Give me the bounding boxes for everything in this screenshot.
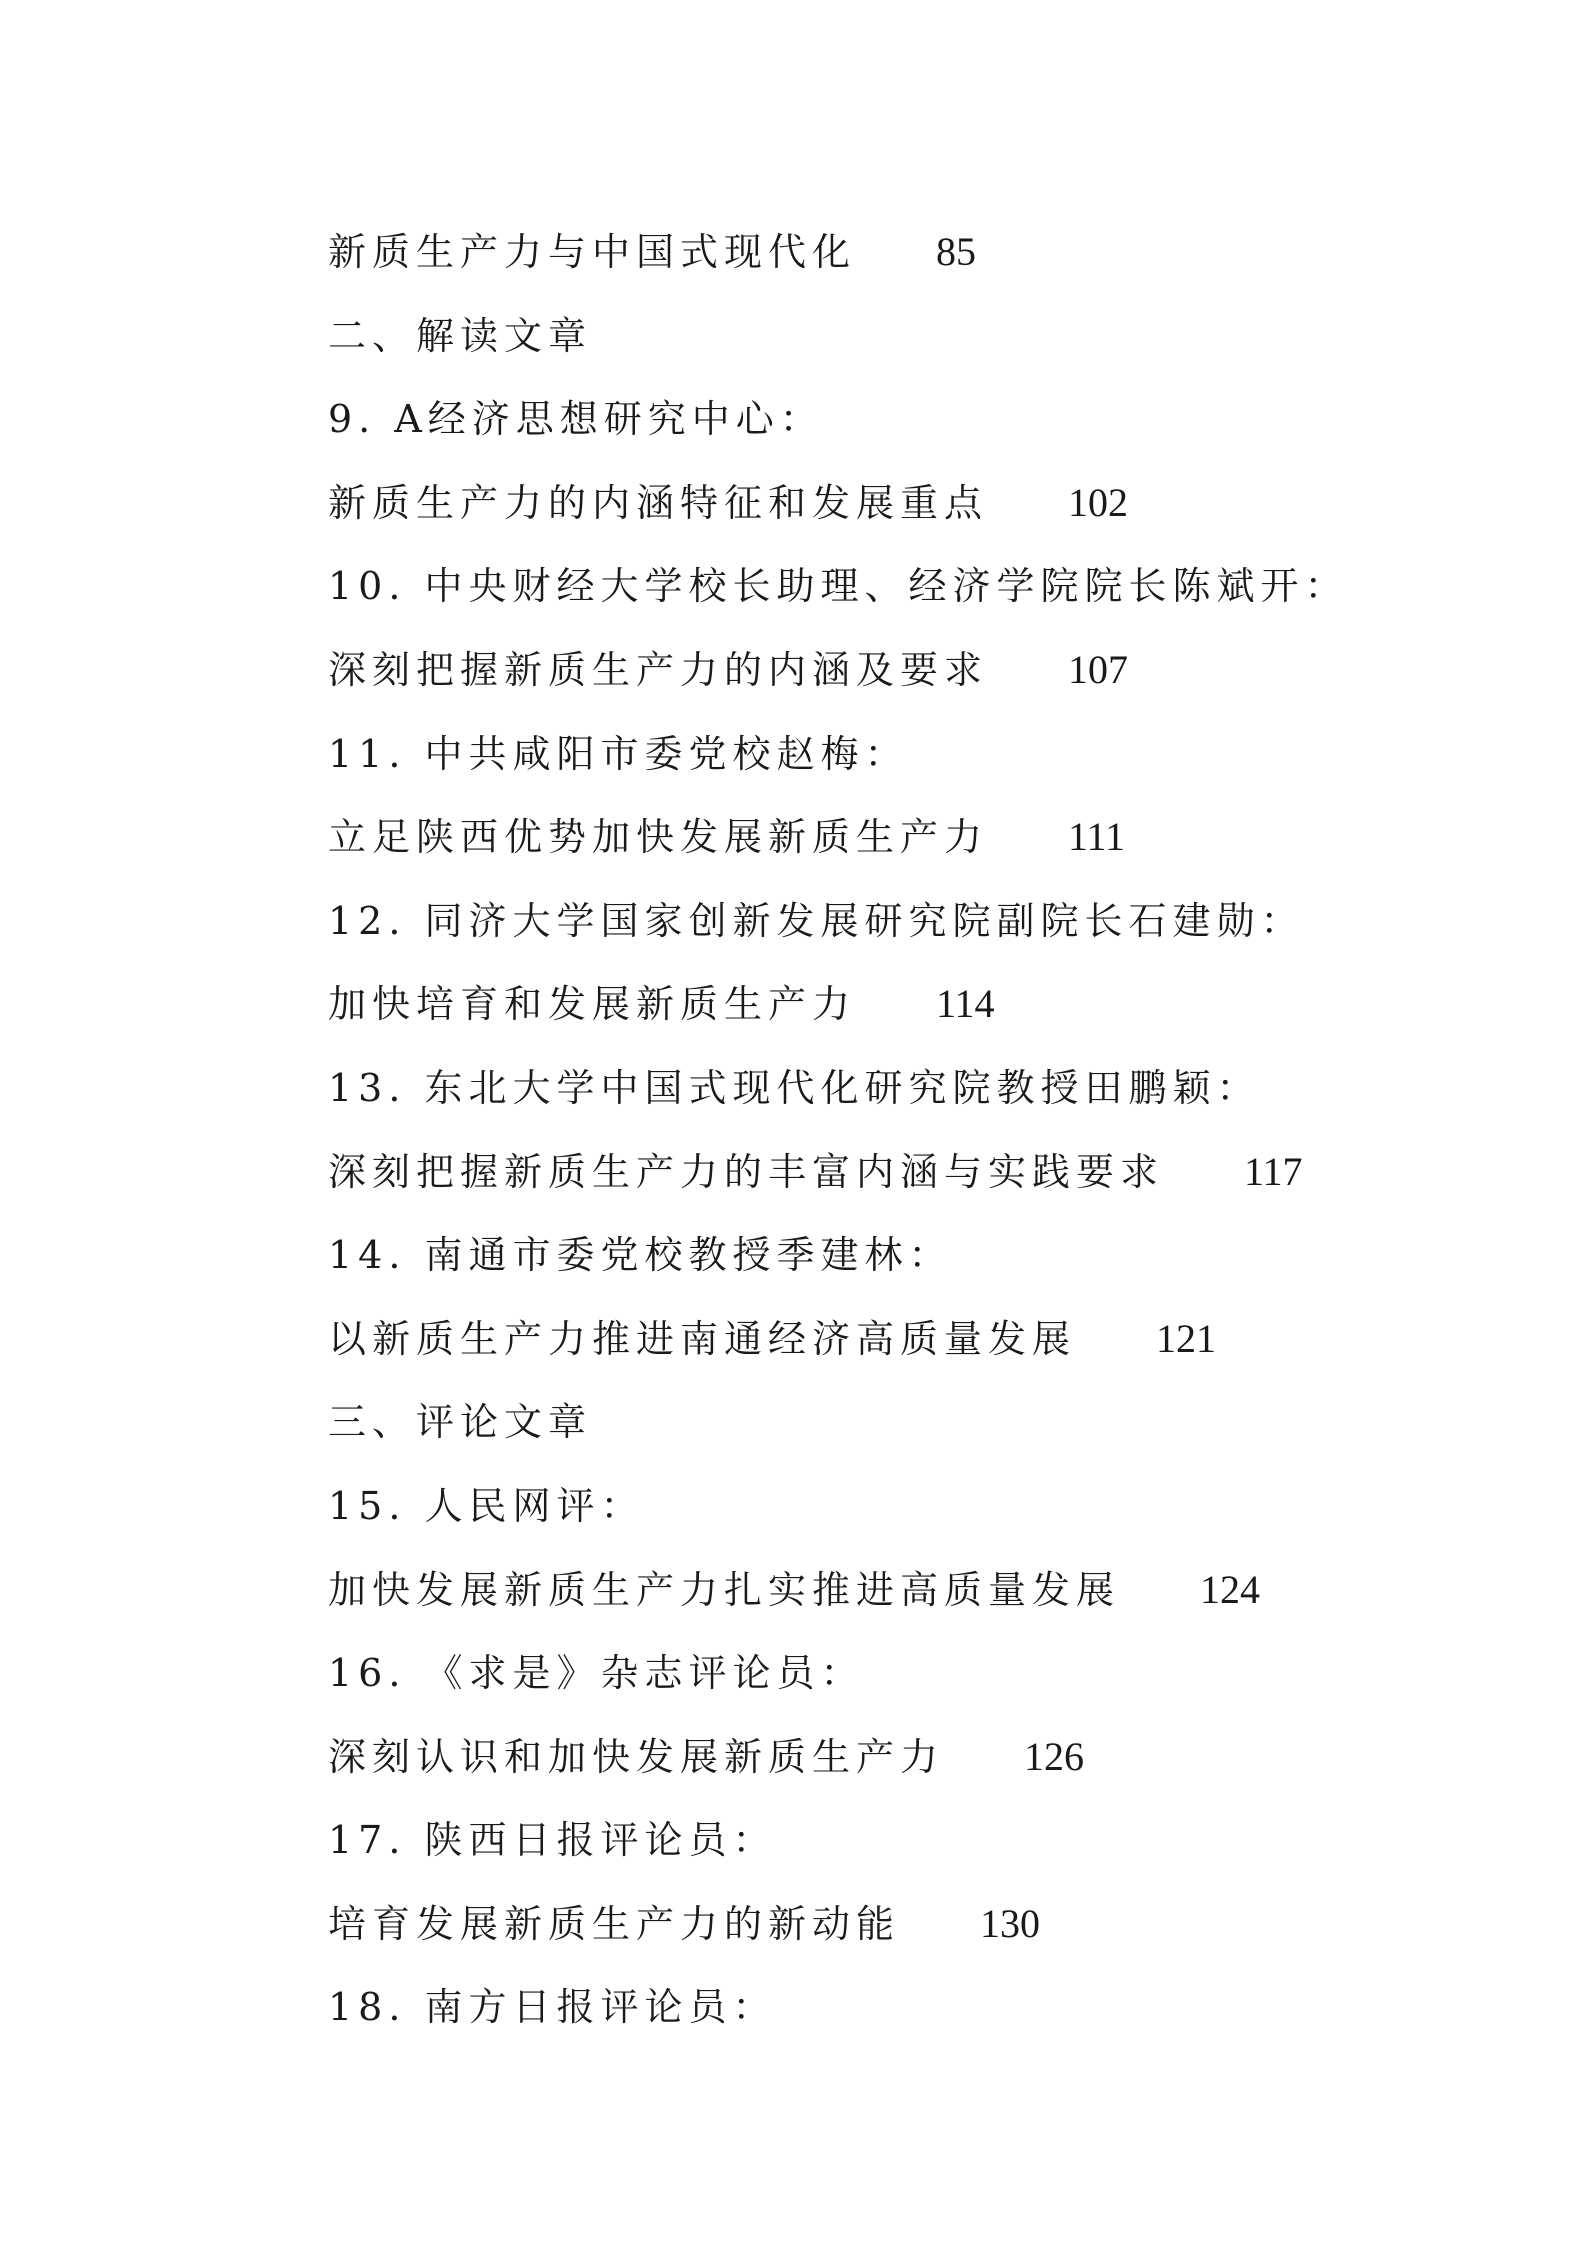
toc-entry [328,473,1478,557]
toc-entry-title: 深刻把握新质生产力的丰富内涵与实践要求 [328,1149,1165,1194]
toc-entry-title: 培育发展新质生产力的新动能 [328,1901,901,1946]
toc-page-number: 130 [980,1900,1041,1946]
toc-entry-title: 立足陕西优势加快发展新质生产力 [328,815,989,860]
toc-entry [328,1309,1478,1393]
toc-entry-title: 16. 《求是》杂志评论员： [328,1651,865,1696]
toc-entry [328,640,1478,724]
toc-entry [328,807,1478,891]
toc-entry-title: 17. 陕西日报评论员： [328,1818,777,1863]
toc-entry-author [328,1810,1478,1894]
toc-entry-title: 以新质生产力推进南通经济高质量发展 [328,1316,1077,1361]
toc-page-number: 111 [1068,814,1126,860]
toc-page-number: 85 [936,229,977,274]
toc-entry-author [328,891,1478,975]
toc-entry [328,974,1478,1058]
toc-entry-author [328,1225,1478,1309]
toc-page-number: 102 [1068,479,1129,525]
toc-entry-author [328,1058,1478,1142]
toc-entry-title: 新质生产力与中国式现代化 [328,230,857,274]
toc-entry-author [328,556,1478,640]
toc-page-number: 121 [1156,1315,1217,1361]
toc-entry-title: 加快发展新质生产力扎实推进高质量发展 [328,1567,1121,1612]
toc-entry-title: 18. 南方日报评论员： [328,1985,777,2030]
table-of-contents [328,222,1478,2061]
toc-entry-title: 二、解读文章 [328,313,593,358]
toc-entry-author [328,389,1478,473]
toc-page-number: 124 [1200,1566,1261,1612]
toc-page-number: 117 [1244,1148,1303,1194]
toc-page-number: 107 [1068,646,1129,692]
toc-page-number: 126 [1024,1733,1085,1779]
toc-entry-title: 11. 中共咸阳市委党校赵梅： [328,731,909,776]
toc-entry [328,1727,1478,1811]
toc-entry-author [328,1977,1478,2061]
toc-entry-title: 三、评论文章 [328,1400,593,1445]
toc-entry-title: 13. 东北大学中国式现代化研究院教授田鹏颖： [328,1065,1261,1110]
toc-entry-title: 14. 南通市委党校教授季建林： [328,1233,953,1278]
toc-entry [328,222,1478,306]
toc-entry-title: 深刻认识和加快发展新质生产力 [328,1734,945,1779]
toc-section-heading [328,1392,1478,1476]
toc-entry-title: 深刻把握新质生产力的内涵及要求 [328,647,989,692]
toc-entry-title: 10. 中央财经大学校长助理、经济学院院长陈斌开： [328,564,1349,609]
toc-section-heading [328,306,1478,390]
toc-entry-title: 15. 人民网评： [328,1483,645,1528]
toc-entry-author [328,724,1478,808]
toc-entry [328,1894,1478,1978]
toc-entry-title: 9. A经济思想研究中心： [328,397,824,442]
toc-page-number: 114 [936,981,995,1027]
toc-entry [328,1142,1478,1226]
toc-entry-author [328,1476,1478,1560]
toc-entry-title: 加快培育和发展新质生产力 [328,982,857,1027]
toc-entry-author [328,1643,1478,1727]
toc-entry [328,1560,1478,1644]
toc-entry-title: 12. 同济大学国家创新发展研究院副院长石建勋： [328,898,1305,943]
toc-entry-title: 新质生产力的内涵特征和发展重点 [328,480,989,525]
